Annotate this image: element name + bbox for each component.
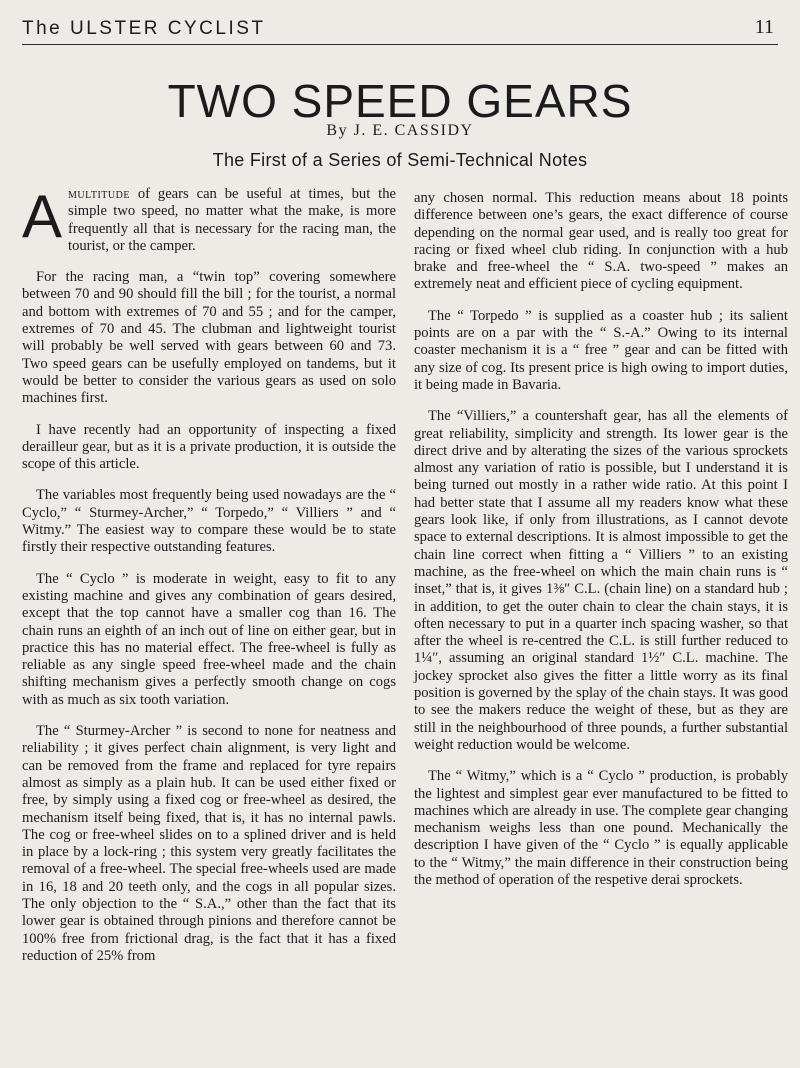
right-column (414, 190, 788, 903)
article-byline: By J. E. CASSIDY (326, 122, 474, 139)
paragraph: The “ Torpedo ” is supplied as a coaster hub ; its salient points are on a par with the “ S.-A.” Owing to its internal coaster mechanism it is a “ free ” gear and can be fitted with any size of cog. Its present price is high owing to import duties, it being made in Bavaria. (414, 307, 788, 393)
paragraph: The “ Witmy,” which is a “ Cyclo ” production, is probably the lightest and simplest gear ever manufactured to be fitted to machines which are already in use. The complete gear changing mechanism weighs less than one pound. Mechanically the description I have given of the “ Cyclo ” is equally applicable to the “ Witmy,” the main difference in their construction being the method of operation of the respetive derai sprockets. (414, 768, 788, 888)
opening-paragraph (22, 183, 396, 255)
paragraph: The “ Cyclo ” is moderate in weight, easy to fit to any existing machine and gives any combination of gears desired, except that the top cannot have a smaller cog than 16. The chain runs an eighth of an inch out of line on either gear, but in practice this has no material effect. The free-wheel is fully as reliable as any single speed free-wheel made and the chain shifting mechanism gives a perfectly smooth change on cogs with as much as six tooth variation. (22, 570, 396, 708)
paragraph: The “Villiers,” a countershaft gear, has all the elements of great reliability, simplicity and strength. Its lower gear is the direct drive and by alterating the sizes of the various sprockets almost any variation of ratio is possible, but I understand it is being turned out mostly in a rather wide ratio. At this point I had better state that I assume all my readers know what these gears look like, if only from illustrations, as I cannot devote space to external descriptions. It is almost impossible to get the chain line correct when fitting a “ Villiers ” to an existing machine, as the free-wheel on which the main chain runs is “ inset,” that is, it gives 1⅜″ C.L. (chain line) on a standard hub ; in addition, to get the outer chain to clear the chain stays, it is often necessary to put in a quarter inch spacing washer, so that after the wheel is re-centred the C.L. is still further reduced to 1¼″, assuming an original standard 1½″ C.L. machine. The jockey sprocket also gives the fitter a little worry as its final position is governed by the splay of the chain stays. It was good to see the makers reduce the weight of these, but as they are still in the neighbourhood of three pounds, a further substantial weight reduction would be welcome. (414, 408, 788, 753)
paragraph: any chosen normal. This reduction means about 18 points difference between one’s gears, the exact difference of course depending on the normal gear used, and is really too great for racing or fixed wheel club riding. In conjunction with a hub brake and free-wheel the “ S.A. two-speed ” makes an extremely neat and efficient piece of cycling equipment. (414, 190, 788, 293)
article-title: TWO SPEED GEARS (167, 75, 633, 127)
running-header (22, 14, 778, 45)
left-column (22, 183, 396, 979)
paragraph: For the racing man, a “twin top” covering somewhere between 70 and 90 should fill the bill ; for the tourist, a normal and bottom with extremes of 70 and 55 ; and for the camper, extremes of 70 and 45. The clubman and lightweight tourist will probably be well served with gears between 60 and 73. Two speed gears can be usefully employed on tandems, but it would be better to consider the various gears as used on solo machines first. (22, 269, 396, 407)
page-number: 11 (754, 16, 774, 38)
paragraph: The “ Sturmey-Archer ” is second to none for neatness and reliability ; it gives perfect chain alignment, is very light and can be removed from the frame and replaced for tyre repairs almost as simply as a plain hub. It can be used either fixed or free, by simply using a fixed cog or free-wheel as desired, the mechanism itself being fixed, that is, it has no internal pawls. The cog or free-wheel slides on to a splined driver and is held in place by a lock-ring ; this system very greatly facilitates the removal of a free-wheel. The special free-wheels used are made in 16, 18 and 20 teeth only, and the cogs in all popular sizes. The only objection to the “ S.A.,” other than the fact that its lower gear is obtained through pinions and therefore cannot be 100% free from frictional drag, is the fact that it has a fixed reduction of 25% from (22, 723, 396, 964)
paragraph: The variables most frequently being used nowadays are the “ Cyclo,” “ Sturmey-Archer,” “ Torpedo,” “ Villiers ” and “ Witmy.” The easiest way to compare these would be to state firstly their respective outstanding features. (22, 487, 396, 556)
journal-name: The ULSTER CYCLIST (22, 18, 266, 39)
article-subtitle: The First of a Series of Semi-Technical Notes (212, 150, 588, 170)
opening-word: multitude (68, 186, 130, 202)
paragraph: I have recently had an opportunity of inspecting a fixed derailleur gear, but as it is a private production, it is outside the scope of this article. (22, 421, 396, 473)
drop-cap: A (22, 183, 63, 250)
opening-text: of gears can be useful at times, but the simple two speed, no matter what the make, is more frequently all that is necessary for the racing man, the tourist, or the camper. (68, 186, 396, 254)
